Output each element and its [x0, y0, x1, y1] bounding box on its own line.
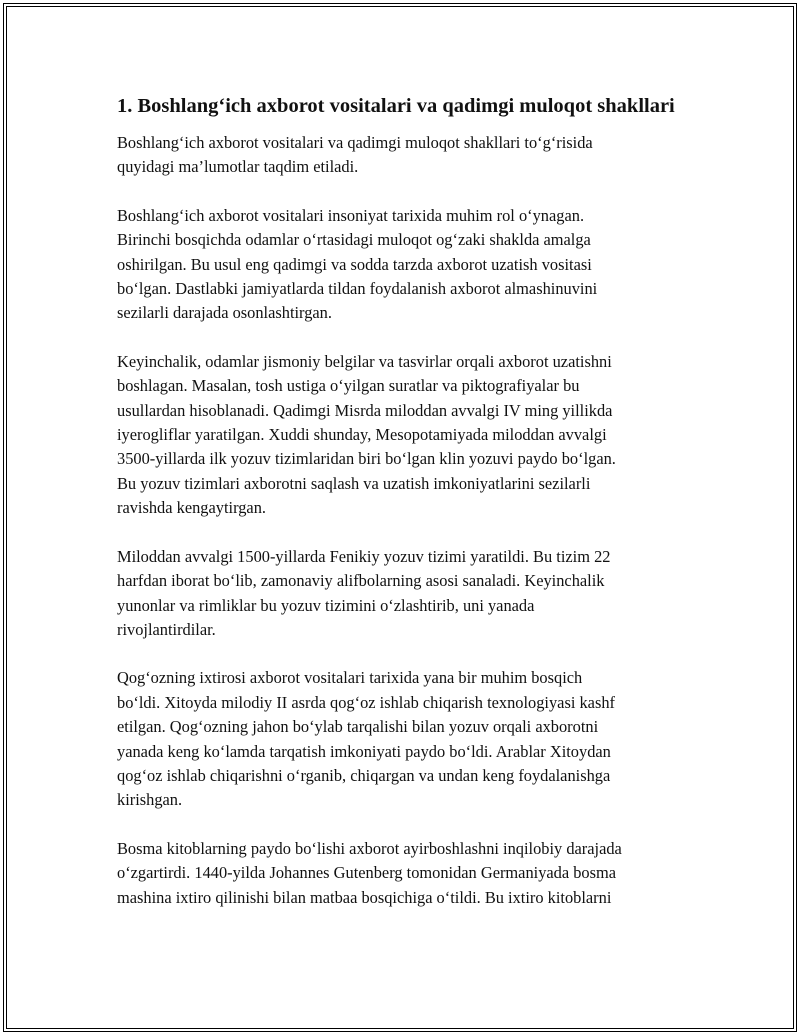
paragraph-paper-invention: Qog‘ozning ixtirosi axborot vositalari tarixida yana bir muhim bosqich bo‘ldi. Xitoyda milodiy II asrda qog‘oz ishlab chiqarish texnologiyasi kashf etilgan. Qog‘ozning jahon bo‘ylab tarqalishi bilan yozuv orqali axborotni yanada keng ko‘lamda tarqatish imkoniyati paydo bo‘ldi. Arablar Xitoydan qog‘oz ishlab chiqarishni o‘rganib, chiqargan va undan keng foydalanishga kirishgan. [117, 668, 615, 810]
paragraph-oral-communication: Boshlang‘ich axborot vositalari insoniyat tarixida muhim rol o‘ynagan. Birinchi bosqichda odamlar o‘rtasidagi muloqot og‘zaki shaklda amalga oshirilgan. Bu usul eng qadimgi va sodda tarzda axborot uzatish vositasi bo‘lgan. Dastlabki jamiyatlarda tildan foydalanish axborot almashinuvini sezilarli darajada osonlashtirgan. [117, 205, 598, 323]
paragraph-writing-systems: Keyinchalik, odamlar jismoniy belgilar va tasvirlar orqali axborot uzatishni boshlagan. Masalan, tosh ustiga o‘yilgan suratlar va piktografiyalar bu usullardan hisoblanadi. Qadimgi Misrda miloddan avvalgi IV ming yillikda iyerogliflar yaratilgan. Xuddi shunday, Mesopotamiyada miloddan avvalgi 3500-yillarda ilk yozuv tizimlaridan biri bo‘lgan klin yozuvi paydo bo‘lgan. Bu yozuv tizimlari axborotni saqlash va uzatish imkoniyatlarini sezilarli ravishda kengaytirgan. [117, 351, 616, 518]
paragraph-intro: Boshlang‘ich axborot vositalari va qadimgi muloqot shakllari to‘g‘risida quyidagi ma’lumotlar taqdim etiladi. [117, 133, 593, 177]
document-body [117, 93, 687, 934]
section-heading: 1. Boshlang‘ich axborot vositalari va qadimgi muloqot shakllari [117, 95, 675, 117]
paragraph-printing: Bosma kitoblarning paydo bo‘lishi axborot ayirboshlashni inqilobiy darajada o‘zgartirdi. 1440-yilda Johannes Gutenberg tomonidan Germaniyada bosma mashina ixtiro qilinishi bilan matbaa bosqichiga o‘tildi. Bu ixtiro kitoblarni [117, 838, 622, 907]
paragraph-phoenician-alphabet: Miloddan avvalgi 1500-yillarda Fenikiy yozuv tizimi yaratildi. Bu tizim 22 harfdan iborat bo‘lib, zamonaviy alifbolarning asosi sanaladi. Keyinchalik yunonlar va rimliklar bu yozuv tizimini o‘zlashtirib, uni yanada rivojlantirdilar. [117, 546, 611, 639]
